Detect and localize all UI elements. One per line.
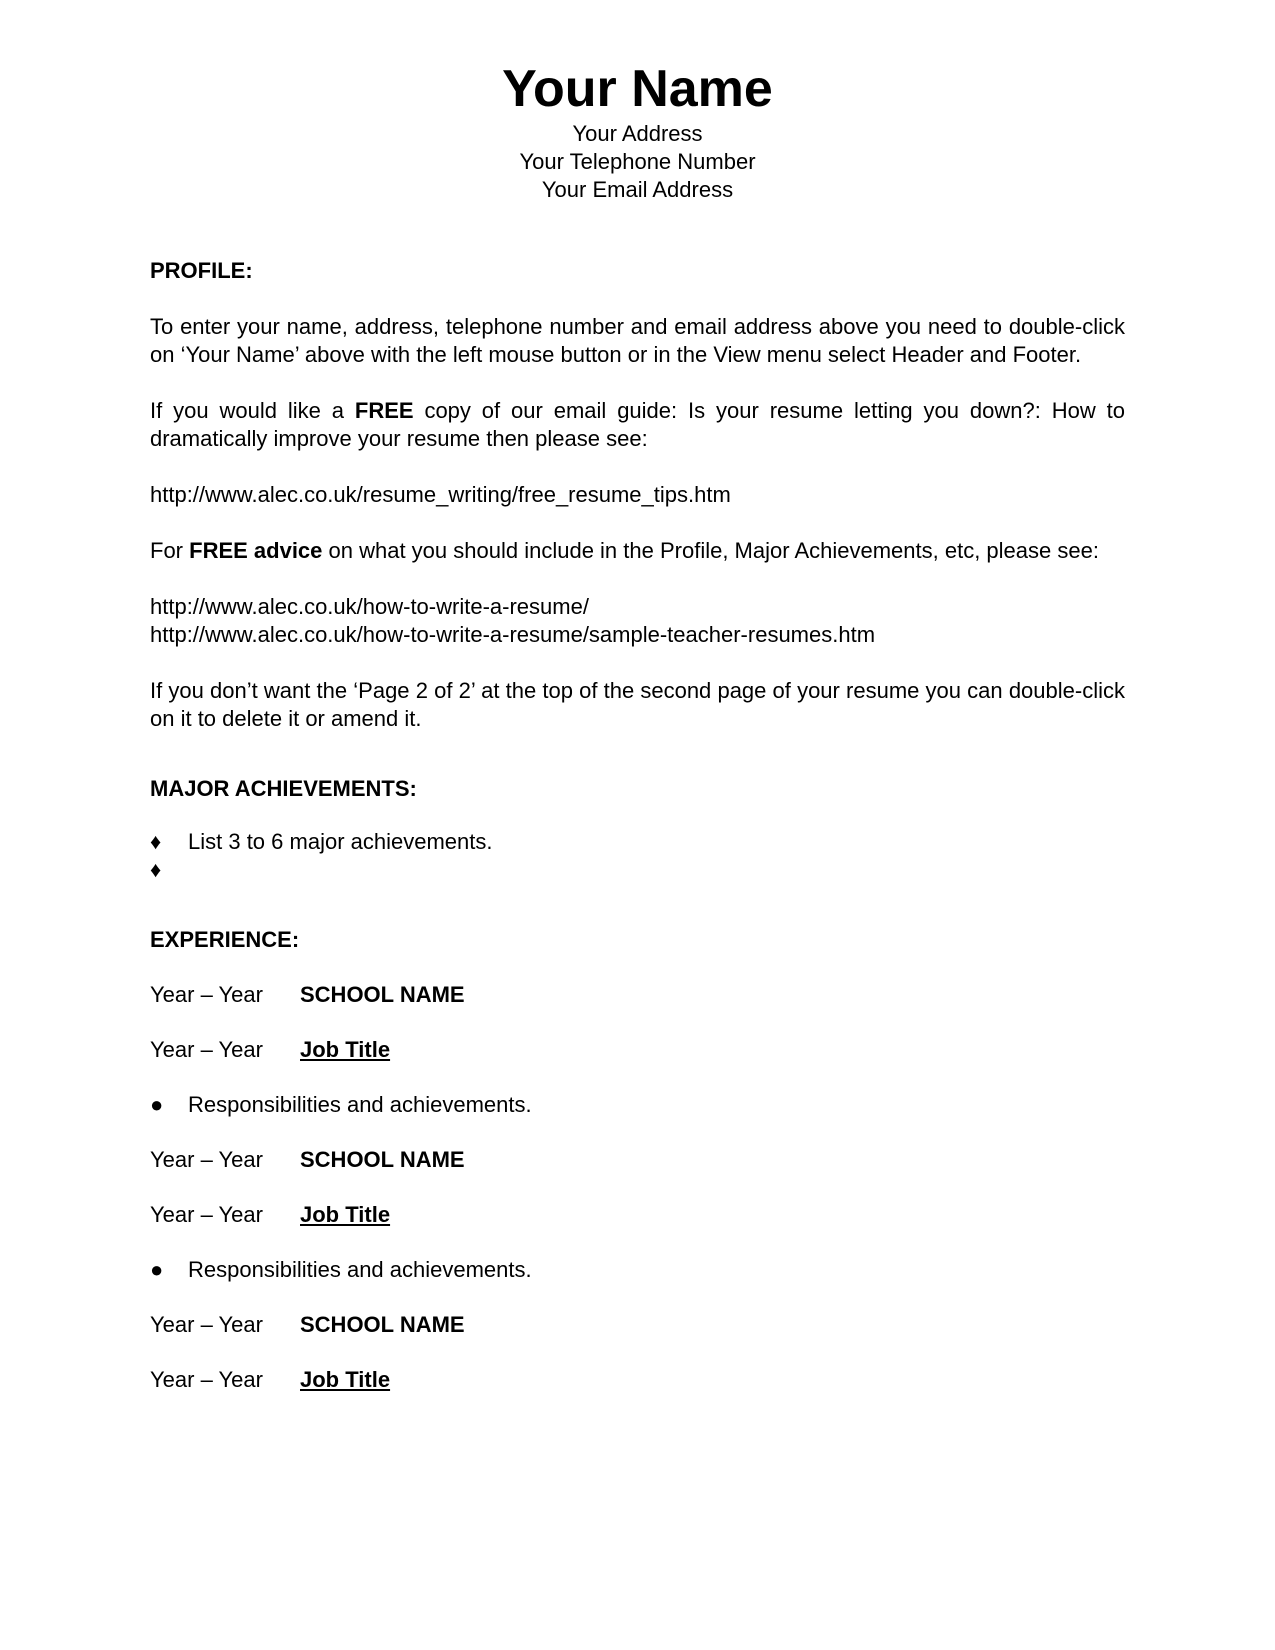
sample-teacher-resumes-link[interactable]: http://www.alec.co.uk/how-to-write-a-resume/sample-teacher-resumes.htm — [150, 622, 876, 647]
resume-body — [150, 257, 1125, 1394]
experience-school-row — [150, 981, 1125, 1009]
responsibility-item — [150, 1256, 1125, 1284]
free-resume-tips-link[interactable]: http://www.alec.co.uk/resume_writing/free_resume_tips.htm — [150, 482, 731, 507]
achievement-item — [150, 828, 1125, 856]
job-title: Job Title — [300, 1037, 391, 1062]
circle-bullet-icon: ● — [150, 1257, 164, 1282]
job-years: Year – Year — [150, 1202, 263, 1227]
school-name: SCHOOL NAME — [300, 1147, 465, 1172]
how-to-write-resume-link[interactable]: http://www.alec.co.uk/how-to-write-a-resume/ — [150, 594, 589, 619]
experience-school-row — [150, 1146, 1125, 1174]
experience-job-row — [150, 1036, 1125, 1064]
candidate-email: Your Email Address — [541, 177, 734, 202]
responsibility-item — [150, 1091, 1125, 1119]
experience-school-row — [150, 1311, 1125, 1339]
experience-job-row — [150, 1366, 1125, 1394]
profile-paragraph-2-end: copy of our email guide: Is your resume letting you down?: How to dramatically improve your resume then please see: — [150, 398, 1125, 451]
school-years: Year – Year — [150, 982, 263, 1007]
achievements-heading: MAJOR ACHIEVEMENTS: — [150, 776, 417, 801]
school-name: SCHOOL NAME — [300, 1312, 465, 1337]
achievement-item — [150, 856, 1125, 884]
profile-paragraph-3-end: on what you should include in the Profile, Major Achievements, etc, please see: — [322, 538, 1099, 563]
diamond-bullet-icon: ♦ — [150, 857, 162, 882]
profile-paragraph-2 — [150, 397, 1125, 453]
experience-job-row — [150, 1201, 1125, 1229]
profile-paragraph-2-bold: FREE — [354, 398, 414, 423]
job-title: Job Title — [300, 1202, 391, 1227]
job-years: Year – Year — [150, 1037, 263, 1062]
candidate-name: Your Name — [502, 60, 773, 118]
job-title: Job Title — [300, 1367, 391, 1392]
profile-paragraph-2-start: If you would like a — [150, 398, 355, 423]
school-years: Year – Year — [150, 1312, 263, 1337]
responsibility-text: Responsibilities and achievements. — [188, 1092, 532, 1117]
profile-paragraph-1: To enter your name, address, telephone number and email address above you need to double-click on ‘Your Name’ above with the left mouse button or in the View menu select Header and Footer. — [150, 314, 1125, 367]
experience-heading: EXPERIENCE: — [150, 927, 300, 952]
resume-header — [0, 58, 1275, 204]
school-name: SCHOOL NAME — [300, 982, 465, 1007]
job-years: Year – Year — [150, 1367, 263, 1392]
profile-paragraph-3 — [150, 537, 1125, 565]
achievement-text: List 3 to 6 major achievements. — [188, 829, 493, 854]
profile-paragraph-3-start: For — [150, 538, 190, 563]
responsibility-text: Responsibilities and achievements. — [188, 1257, 532, 1282]
profile-paragraph-3-bold: FREE advice — [189, 538, 323, 563]
school-years: Year – Year — [150, 1147, 263, 1172]
profile-paragraph-4: If you don’t want the ‘Page 2 of 2’ at the top of the second page of your resume you can double-click on it to delete it or amend it. — [150, 678, 1125, 731]
candidate-address: Your Address — [572, 121, 703, 146]
candidate-telephone: Your Telephone Number — [519, 149, 756, 174]
profile-heading: PROFILE: — [150, 258, 253, 283]
diamond-bullet-icon: ♦ — [150, 829, 162, 854]
circle-bullet-icon: ● — [150, 1092, 164, 1117]
